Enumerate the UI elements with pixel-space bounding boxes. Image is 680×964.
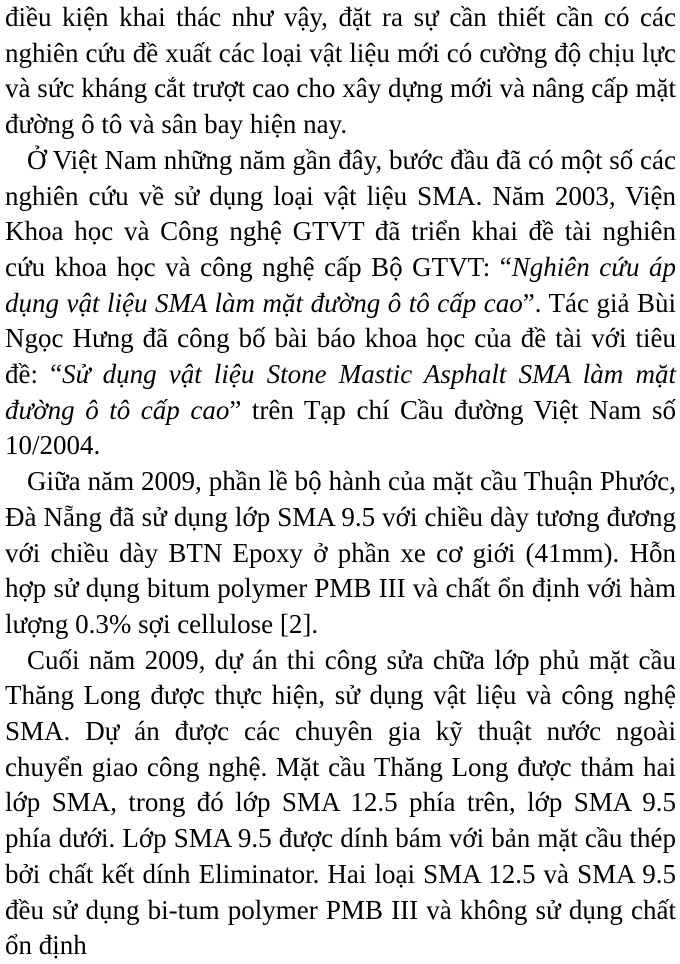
paragraph-1 (5, 0, 676, 143)
paragraph-2-text-b: ”. Tác giả Bùi Ngọc Hưng đã công bố bài báo khoa học của đề tài với tiêu đề: “ (5, 287, 677, 390)
paragraph-2-italic-title-1: Nghiên cứu áp dụng vật liệu SMA làm mặt đường ô tô cấp cao (5, 251, 676, 318)
paragraph-2 (5, 143, 676, 464)
paragraph-1-text: điều kiện khai thác như vậy, đặt ra sự cần thiết cần có các nghiên cứu đề xuất các loại vật liệu mới có cường độ chịu lực và sức kháng cắt trượt cao cho xây dựng mới và nâng cấp mặt đường ô tô và sân bay hiện nay. (5, 2, 676, 140)
paragraph-4 (5, 643, 676, 964)
paragraph-3-text: Giữa năm 2009, phần lề bộ hành của mặt cầu Thuận Phước, Đà Nẵng đã sử dụng lớp SMA 9.5 với chiều dày tương đương với chiều dày BTN Epoxy ở phần xe cơ giới (41mm). Hỗn hợp sử dụng bitum polymer PMB III và chất ổn định với hàm lượng 0.3% sợi cellulose [2]. (5, 466, 676, 639)
paragraph-3 (5, 464, 676, 643)
paragraph-2-text-a: Ở Việt Nam những năm gần đây, bước đầu đã có một số các nghiên cứu về sử dụng loại vật liệu SMA. Năm 2003, Viện Khoa học và Công nghệ GTVT đã triển khai đề tài nghiên cứu khoa học và công nghệ cấp Bộ GTVT: “ (5, 144, 676, 282)
paragraph-4-text: Cuối năm 2009, dự án thi công sửa chữa lớp phủ mặt cầu Thăng Long được thực hiện, sử dụng vật liệu và công nghệ SMA. Dự án được các chuyên gia kỹ thuật nước ngoài chuyển giao công nghệ. Mặt cầu Thăng Long được thảm hai lớp SMA, trong đó lớp SMA 12.5 phía trên, lớp SMA 9.5 phía dưới. Lớp SMA 9.5 được dính bám với bản mặt cầu thép bởi chất kết dính Eliminator. Hai loại SMA 12.5 và SMA 9.5 đều sử dụng bi-tum polymer PMB III và không sử dụng chất ổn định (5, 644, 676, 961)
paragraph-2-text-c: ” trên Tạp chí Cầu đường Việt Nam số 10/2004. (5, 394, 676, 461)
paragraph-2-italic-title-2: Sử dụng vật liệu Stone Mastic Asphalt SMA làm mặt đường ô tô cấp cao (5, 359, 676, 425)
